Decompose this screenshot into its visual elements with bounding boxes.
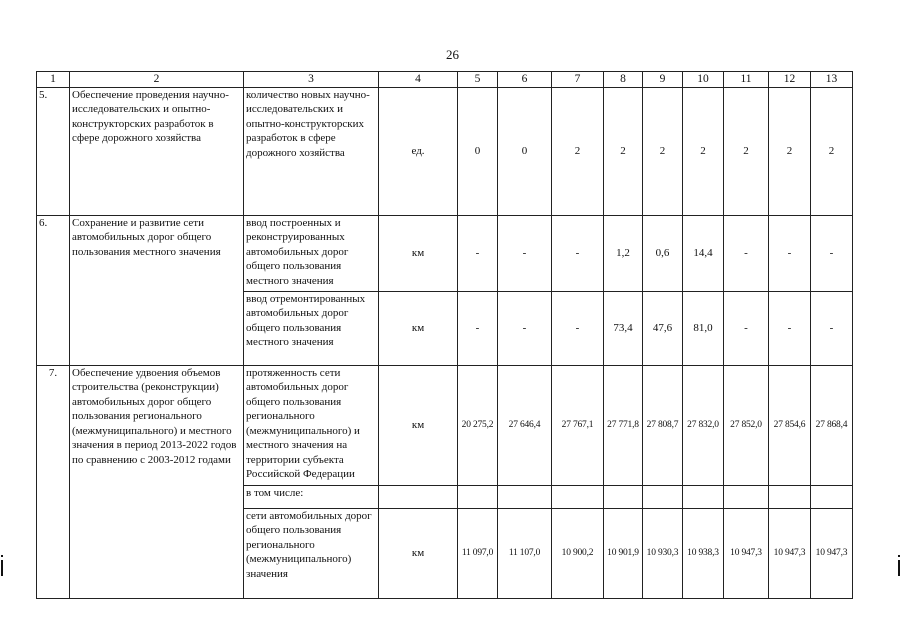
value-cell	[769, 485, 811, 508]
row-number: 7.	[37, 365, 70, 598]
table-row	[37, 87, 853, 215]
unit-cell: ед.	[379, 87, 458, 215]
column-header: 1	[37, 72, 70, 88]
value-cell: 20 275,2	[458, 365, 498, 485]
value-cell: 27 832,0	[683, 365, 724, 485]
column-header: 7	[552, 72, 604, 88]
value-cell: 2	[724, 87, 769, 215]
value-cell: 27 854,6	[769, 365, 811, 485]
value-cell: -	[552, 215, 604, 291]
value-cell: -	[811, 215, 853, 291]
value-cell	[604, 485, 643, 508]
value-cell: 10 938,3	[683, 508, 724, 598]
unit-cell: км	[379, 215, 458, 291]
column-header: 4	[379, 72, 458, 88]
indicator-cell: ввод построенных и реконструированных автомобильных дорог общего пользования местного значения	[244, 215, 379, 291]
value-cell: 0	[458, 87, 498, 215]
value-cell: 27 808,7	[643, 365, 683, 485]
column-header: 9	[643, 72, 683, 88]
column-header: 6	[498, 72, 552, 88]
value-cell: 2	[769, 87, 811, 215]
value-cell	[724, 485, 769, 508]
table-row	[37, 365, 853, 485]
column-header: 11	[724, 72, 769, 88]
value-cell: 1,2	[604, 215, 643, 291]
table-row	[37, 215, 853, 291]
value-cell: 27 771,8	[604, 365, 643, 485]
value-cell: 10 900,2	[552, 508, 604, 598]
value-cell: 0,6	[643, 215, 683, 291]
value-cell: -	[498, 291, 552, 365]
task-cell: Обеспечение проведения научно-исследовательских и опытно-конструкторских разработок в сфере дорожного хозяйства	[70, 87, 244, 215]
row-number: 6.	[37, 215, 70, 365]
column-number-row	[37, 72, 853, 88]
value-cell: 81,0	[683, 291, 724, 365]
value-cell: 27 852,0	[724, 365, 769, 485]
left-edge-mark	[1, 560, 3, 576]
value-cell	[683, 485, 724, 508]
value-cell: 11 097,0	[458, 508, 498, 598]
indicator-cell: сети автомобильных дорог общего пользования регионального (межмуниципального) значения	[244, 508, 379, 598]
right-edge-mark	[898, 560, 900, 576]
value-cell: 2	[604, 87, 643, 215]
unit-cell: км	[379, 508, 458, 598]
value-cell: -	[724, 215, 769, 291]
task-cell: Обеспечение удвоения объемов строительства (реконструкции) автомобильных дорог общего пользования регионального (межмуниципального) и местного значения в период 2013-2022 годов по сравнению с 2003-2012 годами	[70, 365, 244, 598]
value-cell	[498, 485, 552, 508]
value-cell: 14,4	[683, 215, 724, 291]
indicators-table	[36, 71, 853, 599]
value-cell: 10 930,3	[643, 508, 683, 598]
value-cell: 2	[643, 87, 683, 215]
value-cell: 27 868,4	[811, 365, 853, 485]
column-header: 12	[769, 72, 811, 88]
value-cell: 10 901,9	[604, 508, 643, 598]
value-cell: -	[769, 291, 811, 365]
value-cell: 2	[552, 87, 604, 215]
indicator-cell: ввод отремонтированных автомобильных дорог общего пользования местного значения	[244, 291, 379, 365]
value-cell: 27 646,4	[498, 365, 552, 485]
value-cell: -	[458, 291, 498, 365]
column-header: 2	[70, 72, 244, 88]
row-number: 5.	[37, 87, 70, 215]
column-header: 10	[683, 72, 724, 88]
value-cell: -	[811, 291, 853, 365]
value-cell: -	[552, 291, 604, 365]
value-cell: -	[769, 215, 811, 291]
unit-cell	[379, 485, 458, 508]
value-cell: 10 947,3	[724, 508, 769, 598]
unit-cell: км	[379, 365, 458, 485]
value-cell	[458, 485, 498, 508]
column-header: 5	[458, 72, 498, 88]
indicator-cell: в том числе:	[244, 485, 379, 508]
page-number: 26	[446, 47, 459, 62]
column-header: 3	[244, 72, 379, 88]
value-cell: 11 107,0	[498, 508, 552, 598]
indicator-cell: количество новых научно-исследовательских и опытно-конструкторских разработок в сфере дорожного хозяйства	[244, 87, 379, 215]
value-cell	[811, 485, 853, 508]
indicator-cell: протяженность сети автомобильных дорог общего пользования регионального (межмуниципального) и местного значения на территории субъекта Российской Федерации	[244, 365, 379, 485]
value-cell: 0	[498, 87, 552, 215]
value-cell: 10 947,3	[769, 508, 811, 598]
task-cell: Сохранение и развитие сети автомобильных дорог общего пользования местного значения	[70, 215, 244, 365]
value-cell: 47,6	[643, 291, 683, 365]
value-cell: 10 947,3	[811, 508, 853, 598]
unit-cell: км	[379, 291, 458, 365]
column-header: 13	[811, 72, 853, 88]
value-cell: -	[498, 215, 552, 291]
column-header: 8	[604, 72, 643, 88]
value-cell: 2	[683, 87, 724, 215]
value-cell: -	[724, 291, 769, 365]
value-cell	[552, 485, 604, 508]
value-cell: 2	[811, 87, 853, 215]
value-cell: -	[458, 215, 498, 291]
value-cell: 73,4	[604, 291, 643, 365]
value-cell: 27 767,1	[552, 365, 604, 485]
value-cell	[643, 485, 683, 508]
